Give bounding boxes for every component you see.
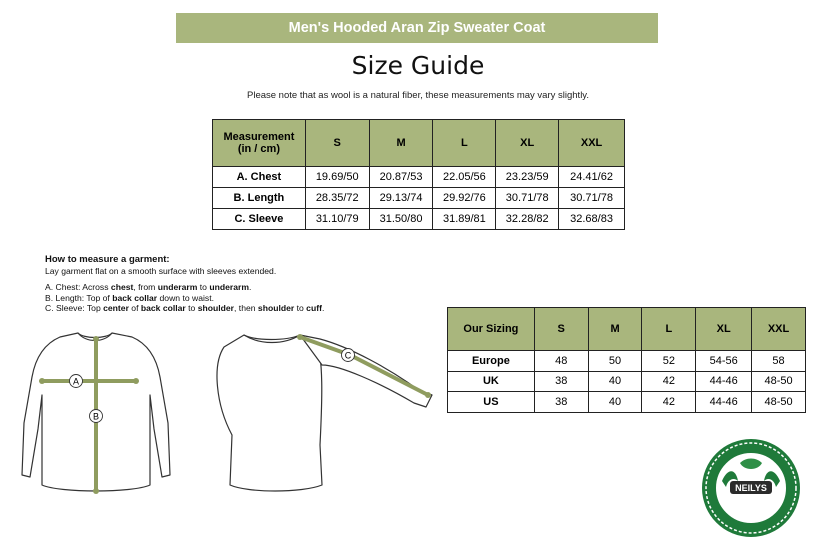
marker-a-label: A: [72, 376, 80, 387]
sizing-size-xl: XL: [696, 308, 752, 351]
row-label-chest: A. Chest: [213, 167, 306, 188]
chest-instruction: A. Chest: Across chest, from underarm to underarm.: [45, 282, 252, 293]
table-cell: 42: [642, 371, 696, 392]
table-cell: 38: [534, 392, 588, 413]
measurement-header-cell: [213, 120, 306, 167]
size-header-m: M: [369, 120, 433, 167]
sizing-table: [447, 307, 806, 413]
measurement-header-line2: (in / cm): [237, 143, 280, 155]
table-row: [448, 351, 806, 372]
row-label-length: B. Length: [213, 188, 306, 209]
table-cell: 29.13/74: [369, 188, 433, 209]
marker-b-icon: [90, 410, 103, 423]
table-cell: 32.68/83: [559, 209, 625, 230]
table-cell: 44-46: [696, 392, 752, 413]
table-cell: 40: [588, 392, 642, 413]
how-to-heading: How to measure a garment:: [45, 254, 170, 265]
table-cell: 44-46: [696, 371, 752, 392]
table-cell: 48-50: [752, 392, 806, 413]
size-header-xxl: XXL: [559, 120, 625, 167]
marker-a-icon: [70, 375, 83, 388]
table-cell: 31.10/79: [305, 209, 369, 230]
logo-ring-text: NEILYS IRISH DANCE & GIFTS: [714, 505, 788, 535]
table-cell: 32.28/82: [496, 209, 559, 230]
sizing-header-cell: Our Sizing: [448, 308, 535, 351]
measurement-header-row: [213, 120, 625, 167]
sizing-size-xxl: XXL: [752, 308, 806, 351]
table-cell: 58: [752, 351, 806, 372]
table-row: [448, 392, 806, 413]
back-sweater-icon: [217, 335, 432, 491]
logo-name: NEILYS: [735, 483, 767, 493]
wool-note: Please note that as wool is a natural fiber, these measurements may vary slightly.: [247, 90, 589, 101]
table-cell: 54-56: [696, 351, 752, 372]
table-cell: 20.87/53: [369, 167, 433, 188]
how-to-measure: [45, 255, 405, 314]
table-cell: 30.71/78: [496, 188, 559, 209]
length-instruction: B. Length: Top of back collar down to waist.: [45, 292, 214, 303]
table-cell: 24.41/62: [559, 167, 625, 188]
table-cell: 42: [642, 392, 696, 413]
table-cell: 48: [534, 351, 588, 372]
row-label-us: US: [448, 392, 535, 413]
table-cell: 48-50: [752, 371, 806, 392]
product-title-banner: Men's Hooded Aran Zip Sweater Coat: [176, 13, 658, 43]
table-cell: 23.23/59: [496, 167, 559, 188]
table-cell: 31.50/80: [369, 209, 433, 230]
table-cell: 22.05/56: [433, 167, 496, 188]
sizing-size-m: M: [588, 308, 642, 351]
neilys-logo-icon: [700, 437, 802, 539]
table-row: [213, 209, 625, 230]
marker-c-icon: [342, 349, 355, 362]
sizing-header-row: [448, 308, 806, 351]
table-cell: 29.92/76: [433, 188, 496, 209]
marker-b-label: B: [92, 411, 100, 422]
garment-diagrams: [20, 325, 440, 500]
marker-c-label: C: [344, 350, 352, 361]
measurement-table: [212, 119, 625, 230]
size-header-xl: XL: [496, 120, 559, 167]
row-label-europe: Europe: [448, 351, 535, 372]
row-label-uk: UK: [448, 371, 535, 392]
measurement-header-line1: Measurement: [223, 131, 295, 143]
size-header-s: S: [305, 120, 369, 167]
size-header-l: L: [433, 120, 496, 167]
table-row: [213, 167, 625, 188]
sleeve-instruction: C. Sleeve: Top center of back collar to shoulder, then shoulder to cuff.: [45, 303, 325, 314]
sizing-size-l: L: [642, 308, 696, 351]
row-label-sleeve: C. Sleeve: [213, 209, 306, 230]
table-row: [448, 371, 806, 392]
table-cell: 50: [588, 351, 642, 372]
how-to-intro: Lay garment flat on a smooth surface with sleeves extended.: [45, 265, 277, 276]
table-cell: 19.69/50: [305, 167, 369, 188]
table-cell: 28.35/72: [305, 188, 369, 209]
page-title: Size Guide: [351, 51, 485, 80]
sizing-size-s: S: [534, 308, 588, 351]
table-row: [213, 188, 625, 209]
table-cell: 30.71/78: [559, 188, 625, 209]
table-cell: 31.89/81: [433, 209, 496, 230]
table-cell: 52: [642, 351, 696, 372]
table-cell: 40: [588, 371, 642, 392]
table-cell: 38: [534, 371, 588, 392]
